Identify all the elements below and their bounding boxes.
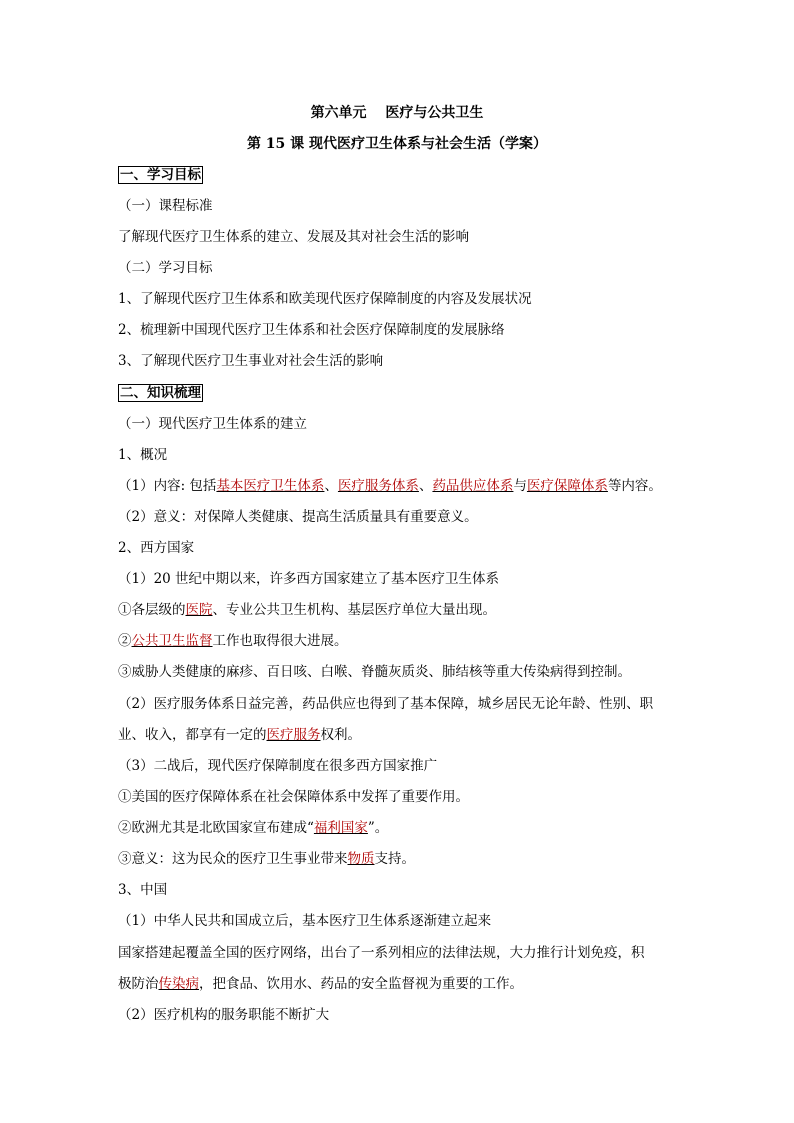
unit-title: 第六单元 医疗与公共卫生 [310, 105, 484, 121]
china-item: （1）中华人民共和国成立后，基本医疗卫生体系逐渐建立起来 [118, 913, 492, 929]
point-west: 2、西方国家 [118, 540, 195, 556]
section-heading-goals: 一、学习目标 [120, 167, 201, 183]
west-item: （2）医疗服务体系日益完善，药品供应也得到了基本保障，城乡居民无论年龄、性别、职 [118, 696, 654, 712]
china-text-cont: 极防治传染病，把食品、饮用水、药品的安全监督视为重要的工作。 [118, 976, 523, 992]
goal-item: 2、梳理新中国现代医疗卫生体系和社会医疗保障制度的发展脉络 [118, 322, 505, 338]
lesson-title: 第 15 课 现代医疗卫生体系与社会生活（学案） [246, 136, 548, 152]
subheading-goals: （二）学习目标 [118, 260, 213, 276]
subheading-establishment: （一）现代医疗卫生体系的建立 [118, 416, 307, 432]
west-subitem: ①各层级的医院、专业公共卫生机构、基层医疗单位大量出现。 [118, 602, 496, 618]
west-subitem: ①美国的医疗保障体系在社会保障体系中发挥了重要作用。 [118, 789, 469, 805]
china-text: 国家搭建起覆盖全国的医疗网络，出台了一系列相应的法律法规，大力推行计划免疫，积 [118, 945, 645, 961]
subheading-standard: （一）课程标准 [118, 198, 213, 214]
keyword: 公共卫生监督 [131, 633, 213, 649]
keyword: 基本医疗卫生体系 [216, 478, 325, 494]
keyword: 医疗保障体系 [526, 478, 608, 494]
keyword: 药品供应体系 [432, 478, 514, 494]
overview-content: （1）内容: 包括基本医疗卫生体系、医疗服务体系、药品供应体系与医疗保障体系等内容。 [118, 478, 662, 494]
west-subitem: ②公共卫生监督工作也取得很大进展。 [118, 633, 348, 649]
goal-item: 3、了解现代医疗卫生事业对社会生活的影响 [118, 353, 384, 369]
keyword: 物质 [347, 851, 375, 867]
goal-item: 1、了解现代医疗卫生体系和欧美现代医疗保障制度的内容及发展状况 [118, 291, 532, 307]
west-item: （1）20 世纪中期以来，许多西方国家建立了基本医疗卫生体系 [118, 571, 500, 587]
keyword: 福利国家 [313, 820, 368, 836]
keyword: 医疗服务体系 [337, 478, 419, 494]
keyword: 医院 [185, 602, 213, 618]
west-subitem: ③意义：这为民众的医疗卫生事业带来物质支持。 [118, 851, 415, 867]
section-heading-knowledge: 二、知识梳理 [120, 385, 201, 401]
standard-text: 了解现代医疗卫生体系的建立、发展及其对社会生活的影响 [118, 229, 469, 245]
west-item-cont: 业、收入，都享有一定的医疗服务权利。 [118, 727, 361, 743]
west-subitem: ③威胁人类健康的麻疹、百日咳、白喉、脊髓灰质炎、肺结核等重大传染病得到控制。 [118, 664, 631, 680]
west-item: （3）二战后，现代医疗保障制度在很多西方国家推广 [118, 758, 438, 774]
keyword: 传染病 [158, 976, 199, 992]
west-subitem: ②欧洲尤其是北欧国家宣布建成“福利国家”。 [118, 820, 389, 836]
keyword: 医疗服务 [266, 727, 321, 743]
overview-significance: （2）意义：对保障人类健康、提高生活质量具有重要意义。 [118, 509, 478, 525]
point-overview: 1、概况 [118, 447, 168, 463]
point-china: 3、中国 [118, 882, 168, 898]
china-item: （2）医疗机构的服务职能不断扩大 [118, 1007, 330, 1023]
